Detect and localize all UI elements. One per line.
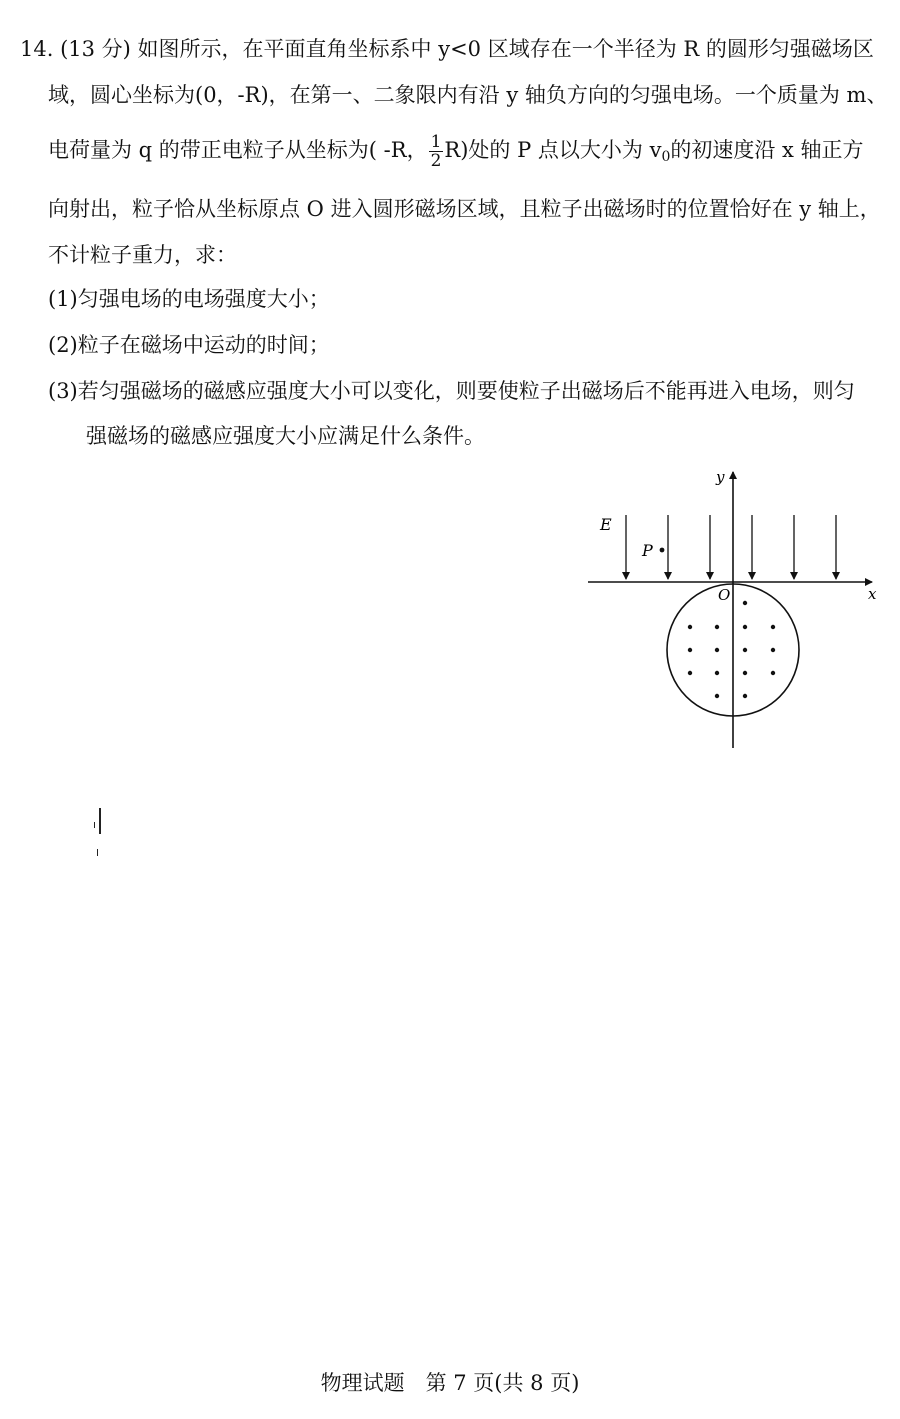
field-dot <box>715 648 719 652</box>
field-dot <box>743 694 747 698</box>
problem-line-5: 不计粒子重力，求： <box>48 243 237 267</box>
label-y: y <box>716 468 725 486</box>
field-dot <box>743 671 747 675</box>
electric-field-lines <box>626 515 836 579</box>
question-2: (2)粒子在磁场中运动的时间； <box>48 333 330 357</box>
field-dot <box>688 671 692 675</box>
point-p-dot <box>660 548 665 553</box>
problem-header: 14. (13 分) 如图所示，在平面直角坐标系中 y<0 区域存在一个半径为 R 的圆形匀强磁场区 <box>20 37 874 61</box>
field-dot <box>743 601 747 605</box>
page-footer: 物理试题 第 7 页(共 8 页) <box>320 1371 580 1395</box>
label-o: O <box>718 586 731 604</box>
field-dot <box>715 671 719 675</box>
field-dot <box>715 625 719 629</box>
field-dot <box>688 648 692 652</box>
question-1: (1)匀强电场的电场强度大小； <box>48 287 330 311</box>
problem-line-3: 电荷量为 q 的带正电粒子从坐标为( -R， $\frac{1}{2}$ R)处的 P 点以大小为 $v_0$的初速度沿 x 轴正方 <box>48 132 864 171</box>
field-dot <box>771 625 775 629</box>
margin-mark <box>94 822 95 828</box>
question-3-line-2: 强磁场的磁感应强度大小应满足什么条件。 <box>86 424 485 448</box>
field-dot <box>743 625 747 629</box>
margin-mark <box>97 849 98 856</box>
field-dot <box>771 671 775 675</box>
label-p: P <box>642 541 653 560</box>
problem-line-2: 域，圆心坐标为(0，-R)，在第一、二象限内有沿 y 轴负方向的匀强电场。一个质量为 m、 <box>48 83 888 107</box>
label-e: E <box>600 515 612 534</box>
label-x: x <box>868 585 877 603</box>
problem-line-4: 向射出，粒子恰从坐标原点 O 进入圆形磁场区域，且粒子出磁场时的位置恰好在 y 轴上， <box>48 197 881 221</box>
margin-mark <box>99 808 101 834</box>
field-dot <box>771 648 775 652</box>
field-dot <box>743 648 747 652</box>
magnetic-field-dots <box>688 601 775 698</box>
field-dot <box>715 694 719 698</box>
field-dot <box>688 625 692 629</box>
question-3-line-1: (3)若匀强磁场的磁感应强度大小可以变化，则要使粒子出磁场后不能再进入电场，则匀 <box>48 379 855 403</box>
fraction-one-half: $\frac{1}{2}$ <box>430 132 442 171</box>
field-diagram <box>580 460 890 760</box>
